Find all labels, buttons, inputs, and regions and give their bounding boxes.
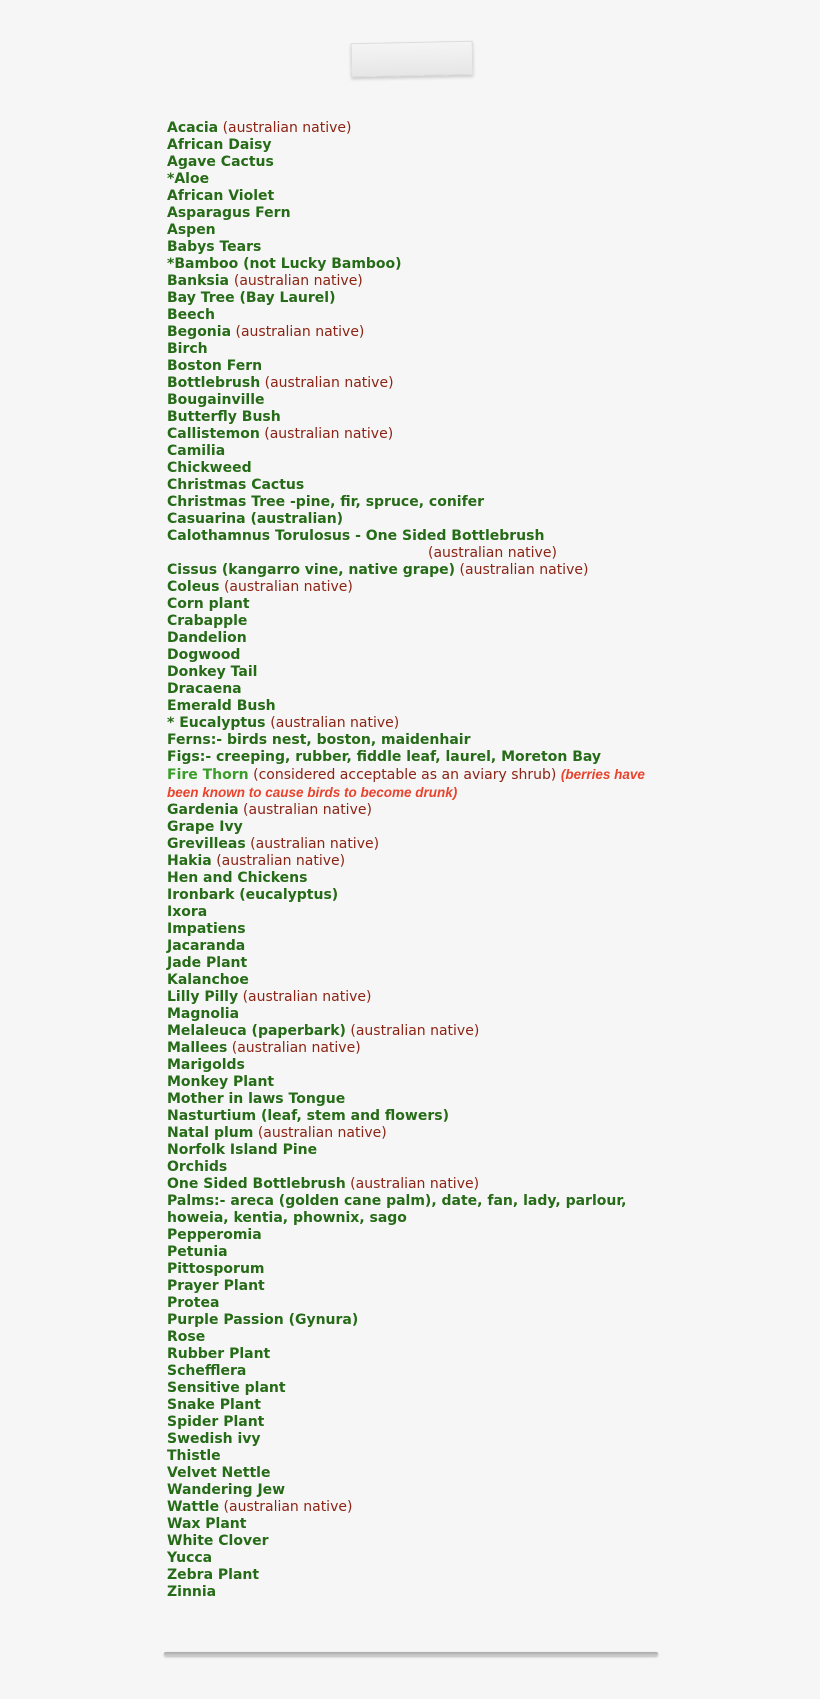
plant-name: Bay Tree (Bay Laurel) [167, 290, 336, 306]
plant-name: Protea [167, 1295, 220, 1311]
plant-row [167, 1380, 667, 1397]
plant-row [167, 1227, 667, 1244]
plant-row [167, 341, 667, 358]
plant-row [167, 205, 667, 222]
native-note: (australian native) [233, 273, 363, 289]
native-note: (australian native) [223, 579, 353, 595]
plant-name: Boston Fern [167, 358, 263, 374]
plant-row [167, 1193, 667, 1227]
plant-row [167, 375, 667, 392]
plant-name: Spider Plant [167, 1414, 265, 1430]
plant-row [167, 749, 667, 766]
native-note: (australian native) [257, 1125, 387, 1141]
plant-row [167, 392, 667, 409]
plant-row [167, 1567, 667, 1584]
plant-list [167, 120, 667, 1601]
plant-row [167, 562, 667, 579]
plant-name: Emerald Bush [167, 698, 276, 714]
plant-row [167, 613, 667, 630]
plant-name: Snake Plant [167, 1397, 261, 1413]
plant-name: Butterfly Bush [167, 409, 281, 425]
plant-row [167, 1006, 667, 1023]
plant-name: Hakia [167, 853, 212, 869]
native-note: (australian native) [250, 836, 380, 852]
plant-row [167, 188, 667, 205]
native-note: (australian native) [350, 1176, 480, 1192]
plant-name: Marigolds [167, 1057, 245, 1073]
plant-row [167, 1261, 667, 1278]
plant-name: Gardenia [167, 802, 239, 818]
plant-name: Babys Tears [167, 239, 262, 255]
plant-name: Christmas Tree -pine, fir, spruce, conifer [167, 494, 485, 510]
plant-row [167, 1482, 667, 1499]
plant-name: Asparagus Fern [167, 205, 291, 221]
plant-name: Wandering Jew [167, 1482, 286, 1498]
plant-name: Begonia [167, 324, 232, 340]
plant-name: Zebra Plant [167, 1567, 260, 1583]
plant-name: Agave Cactus [167, 154, 274, 170]
native-note: (australian native) [264, 426, 394, 442]
plant-name: Rubber Plant [167, 1346, 271, 1362]
plant-name: Thistle [167, 1448, 221, 1464]
plant-row [167, 307, 667, 324]
plant-name: African Daisy [167, 137, 272, 153]
plant-row [167, 1108, 667, 1125]
plant-row [167, 647, 667, 664]
native-note: (australian native) [222, 120, 352, 136]
plant-row [167, 324, 667, 341]
plant-name: Impatiens [167, 921, 246, 937]
plant-name: Ferns:- birds nest, boston, maidenhair [167, 732, 471, 748]
plant-row [167, 887, 667, 904]
plant-row [167, 853, 667, 870]
plant-row [167, 1295, 667, 1312]
native-note: (considered acceptable as an aviary shrub) [253, 767, 557, 783]
plant-row [167, 239, 667, 256]
plant-name: Yucca [167, 1550, 213, 1566]
plant-name: Donkey Tail [167, 664, 258, 680]
plant-name: Figs:- creeping, rubber, fiddle leaf, laurel, Moreton Bay [167, 749, 602, 765]
plant-row [167, 989, 667, 1006]
plant-name: Wattle [167, 1499, 220, 1515]
plant-name: Pepperomia [167, 1227, 262, 1243]
plant-name: Rose [167, 1329, 206, 1345]
plant-row [167, 443, 667, 460]
plant-name: Chickweed [167, 460, 252, 476]
plant-row [167, 972, 667, 989]
native-note: (australian native) [350, 1023, 480, 1039]
plant-name: Casuarina (australian) [167, 511, 344, 527]
plant-row [167, 664, 667, 681]
plant-row [167, 273, 667, 290]
plant-row [167, 494, 667, 511]
plant-name: Hen and Chickens [167, 870, 308, 886]
plant-name: Banksia [167, 273, 234, 289]
plant-name: Cissus (kangarro vine, native grape) [167, 562, 456, 578]
plant-row [167, 1414, 667, 1431]
plant-row [167, 1397, 667, 1414]
plant-row [167, 1346, 667, 1363]
plant-row [167, 938, 667, 955]
warning-note: (berries have been known to cause birds to become drunk) [167, 767, 645, 800]
native-note: (australian native) [264, 375, 394, 391]
plant-row [167, 1329, 667, 1346]
plant-row [167, 477, 667, 494]
plant-row [167, 1312, 667, 1329]
plant-row [167, 904, 667, 921]
plant-name: Jacaranda [167, 938, 246, 954]
native-note: (australian native) [242, 989, 372, 1005]
plant-name: Petunia [167, 1244, 228, 1260]
plant-name: Palms:- areca (golden cane palm), date, fan, lady, parlour, howeia, kentia, phownix, sago [167, 1193, 627, 1226]
plant-row [167, 120, 667, 137]
plant-row [167, 154, 667, 171]
plant-row [167, 732, 667, 749]
plant-name: Fire Thorn [167, 767, 249, 783]
plant-row [167, 819, 667, 836]
plant-name: Prayer Plant [167, 1278, 265, 1294]
plant-row [167, 1516, 667, 1533]
plant-name: *Bamboo (not Lucky Bamboo) [167, 256, 402, 272]
plant-row [167, 460, 667, 477]
plant-name: Nasturtium (leaf, stem and flowers) [167, 1108, 449, 1124]
plant-row [167, 579, 667, 596]
plant-name: Dracaena [167, 681, 242, 697]
plant-row [167, 545, 667, 562]
plant-row [167, 1448, 667, 1465]
plant-name: Pittosporum [167, 1261, 265, 1277]
plant-name: Natal plum [167, 1125, 254, 1141]
page-bottom-edge [164, 1652, 658, 1656]
plant-row [167, 1176, 667, 1193]
plant-row [167, 1142, 667, 1159]
plant-row [167, 1550, 667, 1567]
plant-name: Mother in laws Tongue [167, 1091, 346, 1107]
plant-name: Crabapple [167, 613, 248, 629]
plant-row [167, 681, 667, 698]
native-note: (australian native) [243, 802, 372, 818]
plant-name: Dogwood [167, 647, 241, 663]
plant-name: Camilia [167, 443, 226, 459]
plant-name: Orchids [167, 1159, 228, 1175]
plant-name: Callistemon [167, 426, 260, 442]
native-note: (australian native) [459, 562, 589, 578]
plant-name: Acacia [167, 120, 219, 136]
plant-row [167, 1363, 667, 1380]
plant-row [167, 511, 667, 528]
plant-row [167, 921, 667, 938]
plant-row [167, 1125, 667, 1142]
plant-name: Christmas Cactus [167, 477, 305, 493]
plant-name: Beech [167, 307, 215, 323]
native-note: (australian native) [428, 545, 557, 561]
plant-name: Dandelion [167, 630, 247, 646]
plant-row [167, 358, 667, 375]
plant-name: Ixora [167, 904, 208, 920]
plant-name: Grape Ivy [167, 819, 243, 835]
plant-name: Norfolk Island Pine [167, 1142, 318, 1158]
plant-name: *Aloe [167, 171, 210, 187]
plant-name: Corn plant [167, 596, 250, 612]
plant-row [167, 1023, 667, 1040]
plant-row [167, 1040, 667, 1057]
plant-name: Zinnia [167, 1584, 217, 1600]
plant-row [167, 715, 667, 732]
plant-row [167, 409, 667, 426]
plant-name: One Sided Bottlebrush [167, 1176, 346, 1192]
plant-name: Calothamnus Torulosus - One Sided Bottlebrush [167, 528, 545, 544]
plant-name: Aspen [167, 222, 216, 238]
plant-name: Purple Passion (Gynura) [167, 1312, 359, 1328]
plant-name: White Clover [167, 1533, 269, 1549]
plant-row [167, 596, 667, 613]
plant-row [167, 870, 667, 887]
plant-name: * Eucalyptus [167, 715, 271, 731]
plant-row [167, 1074, 667, 1091]
plant-row [167, 171, 667, 188]
plant-row [167, 1057, 667, 1074]
plant-name: Wax Plant [167, 1516, 247, 1532]
plant-name: Grevilleas [167, 836, 246, 852]
plant-row [167, 1533, 667, 1550]
plant-row [167, 766, 667, 802]
native-note: (australian native) [216, 853, 346, 869]
plant-row [167, 1499, 667, 1516]
plant-row [167, 290, 667, 307]
plant-name: Birch [167, 341, 208, 357]
plant-name: Ironbark (eucalyptus) [167, 887, 339, 903]
plant-name: Lilly Pilly [167, 989, 239, 1005]
plant-row [167, 1159, 667, 1176]
plant-name: Kalanchoe [167, 972, 249, 988]
plant-name: Bougainville [167, 392, 265, 408]
plant-row [167, 630, 667, 647]
plant-row [167, 698, 667, 715]
plant-row [167, 222, 667, 239]
plant-name: Mallees [167, 1040, 228, 1056]
plant-row [167, 1584, 667, 1601]
plant-row [167, 528, 667, 545]
plant-row [167, 1278, 667, 1295]
plant-name: Monkey Plant [167, 1074, 275, 1090]
plant-row [167, 1465, 667, 1482]
tape-strip [351, 41, 474, 78]
plant-name: Coleus [167, 579, 220, 595]
native-note: (australian native) [231, 1040, 361, 1056]
plant-name: Magnolia [167, 1006, 240, 1022]
plant-row [167, 802, 667, 819]
plant-row [167, 1244, 667, 1261]
plant-row [167, 137, 667, 154]
plant-row [167, 955, 667, 972]
native-note: (australian native) [270, 715, 400, 731]
plant-name: African Violet [167, 188, 275, 204]
plant-row [167, 256, 667, 273]
plant-name: Swedish ivy [167, 1431, 261, 1447]
plant-name: Velvet Nettle [167, 1465, 271, 1481]
plant-name: Bottlebrush [167, 375, 261, 391]
plant-name: Jade Plant [167, 955, 248, 971]
plant-name: Schefflera [167, 1363, 247, 1379]
plant-row [167, 426, 667, 443]
native-note: (australian native) [235, 324, 365, 340]
plant-row [167, 1091, 667, 1108]
plant-row [167, 836, 667, 853]
plant-name: Melaleuca (paperbark) [167, 1023, 346, 1039]
plant-name: Sensitive plant [167, 1380, 286, 1396]
plant-row [167, 1431, 667, 1448]
native-note: (australian native) [223, 1499, 353, 1515]
